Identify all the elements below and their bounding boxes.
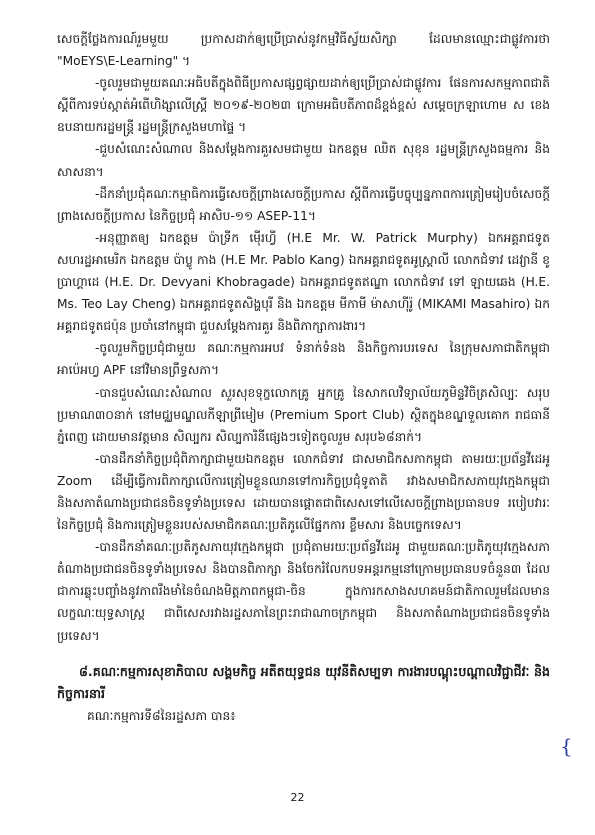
page-number: 22 — [290, 791, 305, 804]
paragraph-fine-arts-visit: -បានជួបសំណេះសំណាល សួរសុខទុក្ខលោកគ្រូ អ្នកគ្រូ នៃសាកលវិទ្យាល័យភូមិន្ទវិចិត្រសិល្បៈ សរុបប្រមាណ៣០នាក់ នៅមជ្ឈមណ្ឌលកីឡាព្រីមៀម (Premium Sport Club) ស្ថិតក្នុងខណ្ឌទួលគោក រាជធានីភ្នំពេញ ដោយមានវត្តមាន សិល្បករ សិល្បការិនីផ្សេងៗទៀតចូលរួម សរុប៦៨នាក់។ — [57, 385, 550, 444]
section-heading: ៨.គណៈកម្មការសុខាភិបាល សង្គមកិច្ច អតីតយុទ្ធជន យុវនីតិសម្បទា ការងារបណ្ដុះបណ្ដាលវិជ្ជាជីវៈ និងកិច្ចការនារី — [57, 663, 550, 702]
paragraph-ambassadors: -អនុញ្ញាតឲ្យ ឯកឧត្តម ប៉ាទ្រីក ម៉ើរហ្វី (H.E Mr. W. Patrick Murphy) ឯកអគ្គរាជទូតសហរដ្ឋអាមេរិក ឯកឧត្តម ប៉ាប្លូ កាង (H.E Mr. Pablo Kang) ឯកអគ្គរាជទូតអូស្ត្រាលី លោកជំទាវ ដេវ្យានី ខូប្រាហ្គាដេ (H.E. Dr. Devyani Khobragade) ឯកអគ្គរាជទូតឥណ្ឌា លោកជំទាវ ទៅ ឡាយឆេង (H.E. Ms. Teo Lay Cheng) ឯកអគ្គរាជទូតសិង្ហបុរី និង ឯកឧត្តម មីកាមី ម៉ាសាហ៊ីរ៉ូ (MIKAMI Masahiro) ឯកអគ្គរាជទូតជប៉ុន ប្រចាំនៅកម្ពុជា ជួបសម្ដែងការគួរ និងពិភាក្សាការងារ។ — [57, 230, 550, 334]
page-body — [57, 28, 550, 728]
margin-annotation-mark: { — [560, 734, 573, 758]
paragraph-cults-minister: -ជួបសំណេះសំណាល និងសម្ដែងការគួរសមជាមួយ ឯកឧត្តម ឈិត សុខុន រដ្ឋមន្ត្រីក្រសួងធម្មការ និងសាសនា។ — [57, 142, 550, 179]
section-subline: គណៈកម្មការទី៨នៃរដ្ឋសភា បាន៖ — [87, 709, 236, 724]
paragraph-zoom-preparation: -បានដឹកនាំកិច្ចប្រជុំពិភាក្សាជាមួយឯកឧត្តម លោកជំទាវ ជាសមាជិកសភាកម្ពុជា តាមរយៈប្រព័ន្ធវីដេអូ Zoom ដើម្បីធ្វើការពិភាក្សាលើការត្រៀមខ្លួនឈានទៅការកិច្ចប្រជុំទូតាតិ រវាងសមាជិកសភាយុវក្មេងកម្ពុជា និងសភាតំណាងប្រជាជនចិនទូទាំងប្រទេស ដោយបានផ្ដោតជាពិសេសទៅលើសេចក្ដីព្រាងប្រធានបទ របៀបវារៈនៃកិច្ចប្រជុំ និងការត្រៀមខ្លួនរបស់សមាជិកគណៈប្រតិភូលើផ្នែកការ ខ្លឹមសារ និងបច្ចេកទេស។ — [57, 451, 550, 533]
paragraph-apf-meeting: -ចូលរួមកិច្ចប្រជុំជាមួយ គណៈកម្មការអបវ ទំនាក់ទំនង និងកិច្ចការបរទេស នៃក្រុមសភាជាតិកម្ពុជា អាប៉េអហ្វ APF នៅវិមានព្រឹទ្ធសភា។ — [57, 341, 550, 378]
paragraph-violence-plan: -ចូលរួមជាមួយគណៈអធិបតីក្នុងពិធីប្រកាសផ្សព្វផ្សាយដាក់ឲ្យប្រើប្រាស់ជាផ្លូវការ ផែនការសកម្មភាពជាតិស្ដីពីការទប់ស្កាត់អំពើហិង្សាលើស្ត្រី ២០១៩-២០២៣ ក្រោមអធិបតីភាពដ៏ខ្ពង់ខ្ពស់ សម្ដេចក្រឡាហោម ស ខេង ឧបនាយករដ្ឋមន្ត្រី រដ្ឋមន្ត្រីក្រសួងមហាផ្ទៃ ។ — [57, 76, 550, 135]
paragraph-youth-delegation: -បានដឹកនាំគណៈប្រតិភូសភាយុវក្មេងកម្ពុជា ប្រជុំតាមរយៈប្រព័ន្ធវីដេអូ ជាមួយគណៈប្រតិភូយុវក្មេងសភាតំណាងប្រជាជនចិនទូទាំងប្រទេស និងបានពិភាក្សា និងចែករំលែកបទអន្តរកម្មនៅក្រោមប្រធានបទចំនួន៣ ដែលជាការឆ្លុះបញ្ចាំងនូវភាពរឹងមាំនៃចំណងមិត្តភាពកម្ពុជា-ចិន ក្នុងការកសាងសហគមន៍ជាតិកាលរួមដែលមានលក្ខណៈយុទ្ធសាស្ត្រ ជាពិសេសរវាងរដ្ឋសភានៃព្រះរាជាណាចក្រកម្ពុជា និងសភាតំណាងប្រជាជនចិនទូទាំងប្រទេស។ — [57, 540, 550, 643]
paragraph-asep-draft: -ដឹកនាំប្រជុំគណៈកម្មាធិការធ្វើសេចក្ដីព្រាងសេចក្ដីប្រកាស ស្ដីពីការធ្វើបច្ចុប្បន្នភាពការត្រៀមរៀបចំសេចក្ដីព្រាងសេចក្ដីប្រកាស នៃកិច្ចប្រជុំ អាសិប-១១ ASEP-11។ — [57, 186, 550, 223]
paragraph-elearning: សេចក្ដីថ្លែងការណ៍រួមមួយ ប្រកាសដាក់ឲ្យប្រើប្រាស់នូវកម្មវិធីស្វ័យសិក្សា ដែលមានឈ្មោះជាផ្លូវការថា "MoEYS\E-Learning" ។ — [57, 32, 550, 69]
